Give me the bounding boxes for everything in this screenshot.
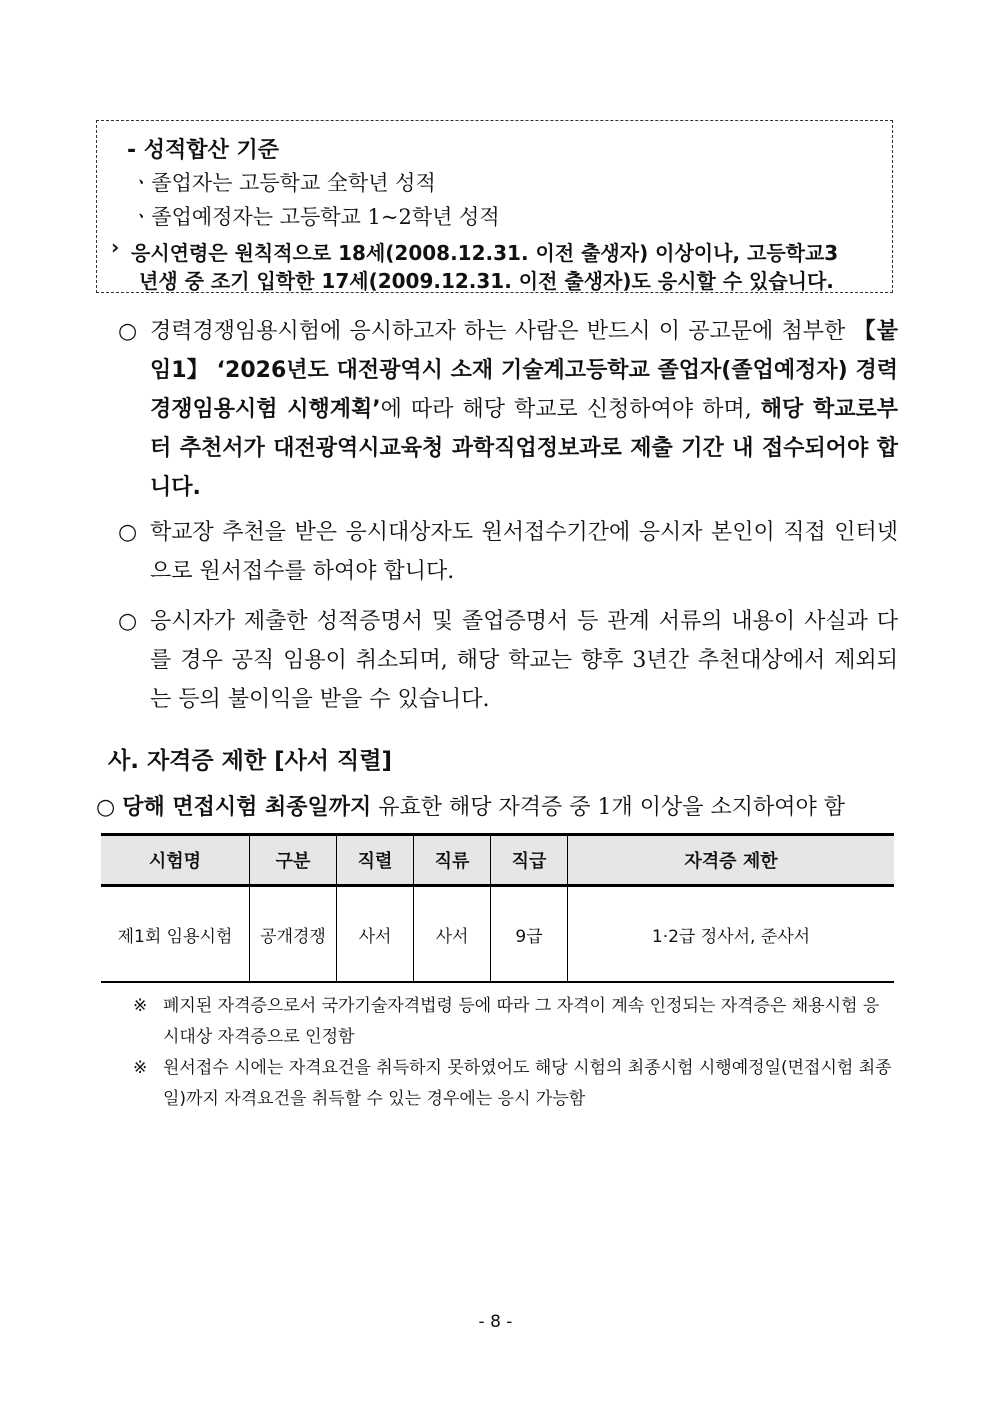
header-exam-name: 시험명 [101, 835, 250, 886]
para1-plan-title: 【붙임1】 ‘2026년도 대전광역시 소재 기술계고등학교 졸업자(졸업예정자) 경력경쟁임용시험 시행계획’ [150, 319, 898, 422]
criteria-item-graduate: ㆍ졸업자는 고등학교 全학년 성적 [131, 171, 436, 195]
criteria-title: - 성적합산 기준 [127, 138, 279, 163]
age-notice-line1: 응시연령은 원칙적으로 18세(2008.12.31. 이전 출생자) 이상이나, 고등학교3 [131, 241, 839, 265]
bullet-circle: ○ [118, 319, 138, 344]
para1-text-a: 경력경쟁임용시험에 응시하고자 하는 사람은 반드시 이 공고문에 첨부한 [150, 319, 854, 344]
cell-series: 사서 [337, 886, 414, 983]
para2-text: 학교장 추천을 받은 응시대상자도 원서접수기간에 응시자 본인이 직접 인터넷으로 원서접수를 하여야 합니다. [150, 520, 898, 584]
header-series: 직렬 [337, 835, 414, 886]
para1-text-b: 에 따라 해당 학교로 신청하여야 하며, [380, 397, 761, 422]
online-application-paragraph [118, 513, 898, 591]
table-header-row [101, 835, 894, 886]
criteria-box [96, 120, 893, 293]
header-license-limit: 자격증 제한 [568, 835, 895, 886]
recommendation-paragraph [118, 312, 898, 507]
cell-exam-name: 제1회 임용시험 [101, 886, 250, 983]
note-marker: ※ [133, 1058, 148, 1078]
header-type: 구분 [250, 835, 337, 886]
bullet-circle: ○ [118, 520, 138, 545]
note-marker: ※ [133, 996, 148, 1016]
para1-submission-notice: 해당 학교로부터 추천서가 대전광역시교육청 과학직업정보과로 제출 기간 내 접수되어야 합니다. [150, 397, 899, 500]
cell-type: 공개경쟁 [250, 886, 337, 983]
license-requirement [96, 790, 845, 821]
note-license-deadline [133, 1053, 893, 1115]
criteria-item-expected: ㆍ졸업예정자는 고등학교 1~2학년 성적 [131, 205, 500, 229]
cell-category: 사서 [414, 886, 491, 983]
header-category: 직류 [414, 835, 491, 886]
document-warning-paragraph [118, 602, 898, 719]
table-row [101, 886, 894, 983]
page-number: - 8 - [478, 1312, 513, 1332]
license-table [101, 833, 894, 983]
note-text: 폐지된 자격증으로서 국가기술자격법령 등에 따라 그 자격이 계속 인정되는 자격증은 채용시험 응시대상 자격증으로 인정함 [163, 996, 880, 1047]
note-abolished-license [133, 991, 893, 1053]
bullet-circle: ○ [96, 795, 116, 820]
age-notice-line2: 년생 중 조기 입학한 17세(2009.12.31. 이전 출생자)도 응시할 수 있습니다. [139, 269, 834, 293]
requirement-rest: 유효한 해당 자격증 중 1개 이상을 소지하여야 함 [371, 795, 846, 820]
header-grade: 직급 [491, 835, 568, 886]
note-text: 원서접수 시에는 자격요건을 취득하지 못하였어도 해당 시험의 최종시험 시행예정일(면접시험 최종일)까지 자격요건을 취득할 수 있는 경우에는 응시 가능함 [163, 1058, 892, 1109]
cell-license-limit: 1·2급 정사서, 준사서 [568, 886, 895, 983]
section-heading: 사. 자격증 제한 [사서 직렬] [108, 748, 392, 774]
requirement-deadline: 당해 면접시험 최종일까지 [122, 795, 372, 820]
bullet-circle: ○ [118, 609, 138, 634]
cell-grade: 9급 [491, 886, 568, 983]
age-marker: › [111, 235, 120, 259]
para3-text: 응시자가 제출한 성적증명서 및 졸업증명서 등 관계 서류의 내용이 사실과 다를 경우 공직 임용이 취소되며, 해당 학교는 향후 3년간 추천대상에서 제외되는 등의 불이익을 받을 수 있습니다. [150, 609, 898, 712]
